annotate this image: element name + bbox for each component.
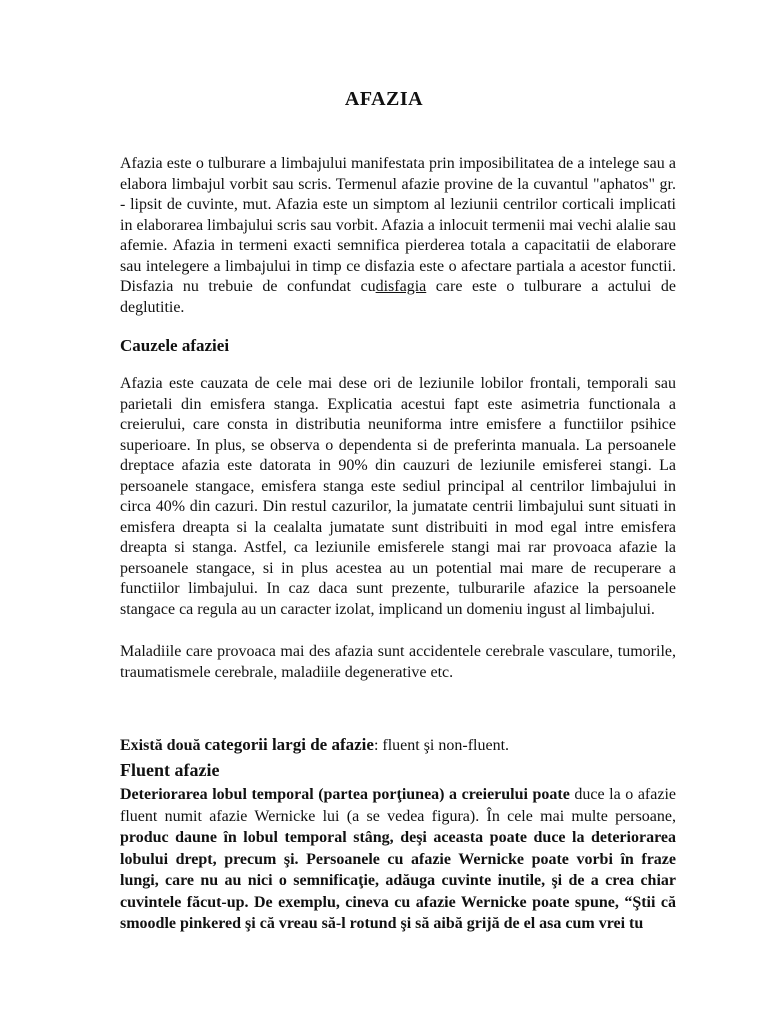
document-title: AFAZIA: [344, 88, 424, 110]
fluent-paragraph: [120, 784, 676, 935]
categories-part-2: categorii largi de afazie: [204, 735, 374, 754]
intro-paragraph: [120, 154, 676, 318]
causes-paragraph-1: Afazia este cauzata de cele mai dese ori de leziunile lobilor frontali, temporali sau parietali din emisfera stanga. Explicatia acestui fapt este asimetria functionala a creierului, care consta in distributia neuniforma intre emisfere a functiilor psihice superioare. In plus, se observa o dependenta si de preferinta manuala. La persoanele dreptace afazia este datorata in 90% din cauzuri de leziunile emisferei stangi. La persoanele stangace, emisfera stanga este sediul principal al centrilor limbajului in circa 40% din cazuri. Din restul cazurilor, la jumatate centrii limbajului sunt situati in emisfera dreapta si la cealalta jumatate sunt distribuiti in mod egal intre emisfera dreapta si stanga. Astfel, ca leziunile emisferele stangi mai rar provoaca afazie la persoanele stangace, si in plus acestea au un potential mai mare de recuperare a functiilor limbajului. In caz daca sunt prezente, tulburarile afazice la persoanele stangace ca regula au un caracter izolat, implicand un domeniu ingust al limbajului.: [120, 375, 676, 618]
categories-part-1: Există două: [120, 737, 205, 754]
intro-text-b: care este o tulburare a actului de deglutitie.: [120, 278, 677, 316]
fluent-bold-2: produc daune în lobul temporal stâng, deşi aceasta poate duce la deteriorarea lobului drept, precum şi. Persoanele cu afazie Wernicke poate vorbi în fraze lungi, care nu au nici o semnificaţie, adăuga cuvinte inutile, şi de a crea chiar cuvintele făcut-up. De exemplu, cineva cu afazie Wernicke poate spune, “Ştii că smoodle pinkered şi că vreau să-l rotund şi să aibă grijă de el asa cum vrei tu: [120, 829, 676, 932]
causes-paragraph-2: Maladiile care provoaca mai des afazia sunt accidentele cerebrale vasculare, tumorile, traumatismele cerebrale, maladiile degenerative etc.: [120, 643, 676, 681]
fluent-bold-1: Deteriorarea lobul temporal (partea porţiunea) a creierului poate: [120, 786, 570, 803]
categories-part-3: : fluent şi non-fluent.: [373, 737, 510, 754]
intro-text-a: Afazia este o tulburare a limbajului manifestata prin imposibilitatea de a intelege sau a elabora limbajul vorbit sau scris. Termenul afazie provine de la cuvantul "aphatos" gr. - lipsit de cuvinte, mut. Afazia este un simptom al leziunii centrilor corticali implicati in elaborarea limbajului scris sau vorbit. Afazia a inlocuit termenii mai vechi alalie sau afemie. Afazia in termeni exacti semnifica pierderea totala a capacitatii de elaborare sau intelegere a limbajului in timp ce disfazia este o afectare partiala a acestor functii. Disfazia nu trebuie de confundat cu: [120, 155, 676, 295]
categories-line: [120, 735, 676, 755]
fluent-heading: Fluent afazie: [120, 760, 220, 780]
causes-heading: Cauzele afaziei: [120, 336, 230, 355]
disfagia-link[interactable]: disfagia: [375, 278, 427, 295]
fluent-normal-1: duce la o afazie fluent numit afazie Wernicke lui (a se vedea figura). În cele mai multe persoane,: [120, 786, 676, 825]
